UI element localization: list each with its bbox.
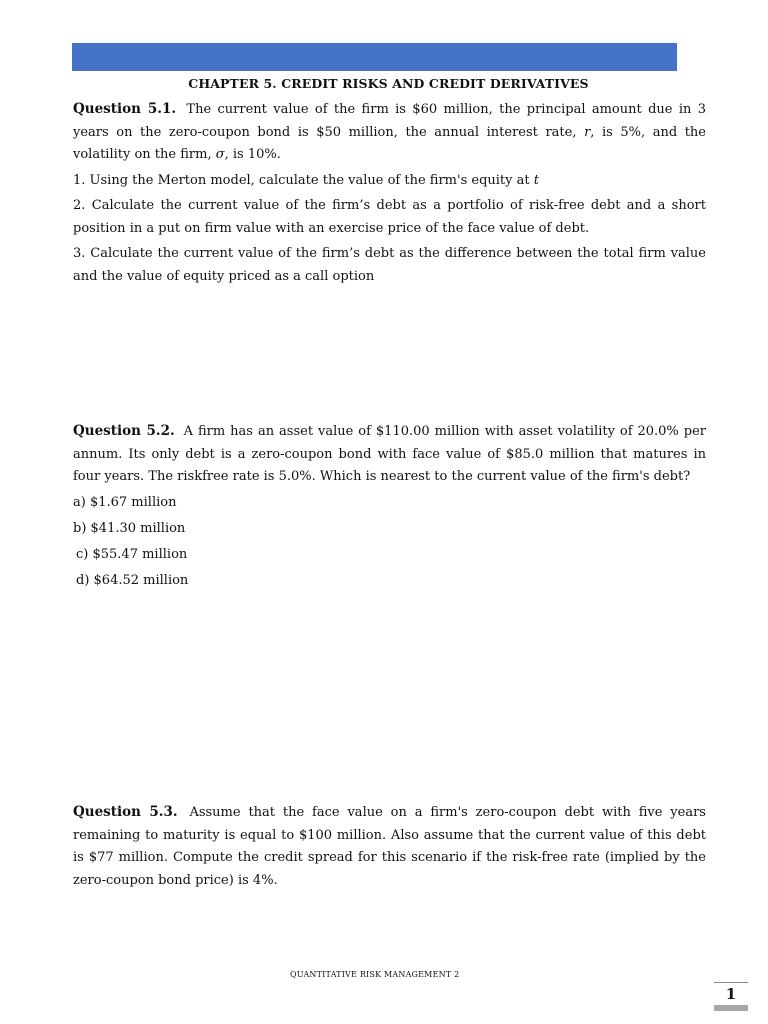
q1-intro: Question 5.1. The current value of the firm is $60 million, the principal amount due in 3 years on the zero-coupon bond is $50 million, the annual interest rate, r, is 5%, and the volatility on the firm, σ, is 10%.	[73, 101, 707, 162]
q2-option-b: b) $41.30 million	[73, 520, 186, 536]
q1-item-2: 2. Calculate the current value of the firm’s debt as a portfolio of risk-free debt and a short position in a put on firm value with an exercise price of the face value of debt.	[73, 198, 706, 236]
q2-label: Question 5.2.	[73, 423, 175, 439]
question-5-2	[73, 420, 706, 596]
q1-label: Question 5.1.	[73, 101, 177, 117]
chapter-title: CHAPTER 5. CREDIT RISKS AND CREDIT DERIVATIVES	[188, 76, 589, 91]
page-number: 1	[725, 985, 737, 1003]
q2-text: Question 5.2. A firm has an asset value of $110.00 million with asset volatility of 20.0% per annum. Its only debt is a zero-coupon bond with face value of $85.0 million that matures in four years. The riskfree rate is 5.0%. Which is nearest to the current value of the firm's debt?	[73, 423, 706, 484]
header-banner	[72, 43, 677, 71]
page-number-bar	[714, 1005, 748, 1011]
q2-option-d: d) $64.52 million	[76, 572, 189, 588]
q3-text: Question 5.3. Assume that the face value on a firm's zero-coupon debt with five years remaining to maturity is equal to $100 million. Also assume that the current value of this debt is $77 million. Compute the credit spread for this scenario if the risk-free rate (implied by the zero-coupon bond price) is 4%.	[73, 804, 706, 888]
question-5-1	[73, 98, 706, 291]
page-number-box	[714, 982, 748, 1011]
q3-label: Question 5.3.	[73, 804, 178, 820]
q1-item-3: 3. Calculate the current value of the firm’s debt as the difference between the total firm value and the value of equity priced as a call option	[73, 246, 706, 284]
page-footer: QUANTITATIVE RISK MANAGEMENT 2	[290, 970, 460, 979]
q2-option-c: c) $55.47 million	[76, 546, 188, 562]
question-5-3	[73, 801, 706, 895]
q1-item-1: 1. Using the Merton model, calculate the value of the firm's equity at t	[73, 172, 539, 188]
q2-option-a: a) $1.67 million	[73, 494, 177, 510]
